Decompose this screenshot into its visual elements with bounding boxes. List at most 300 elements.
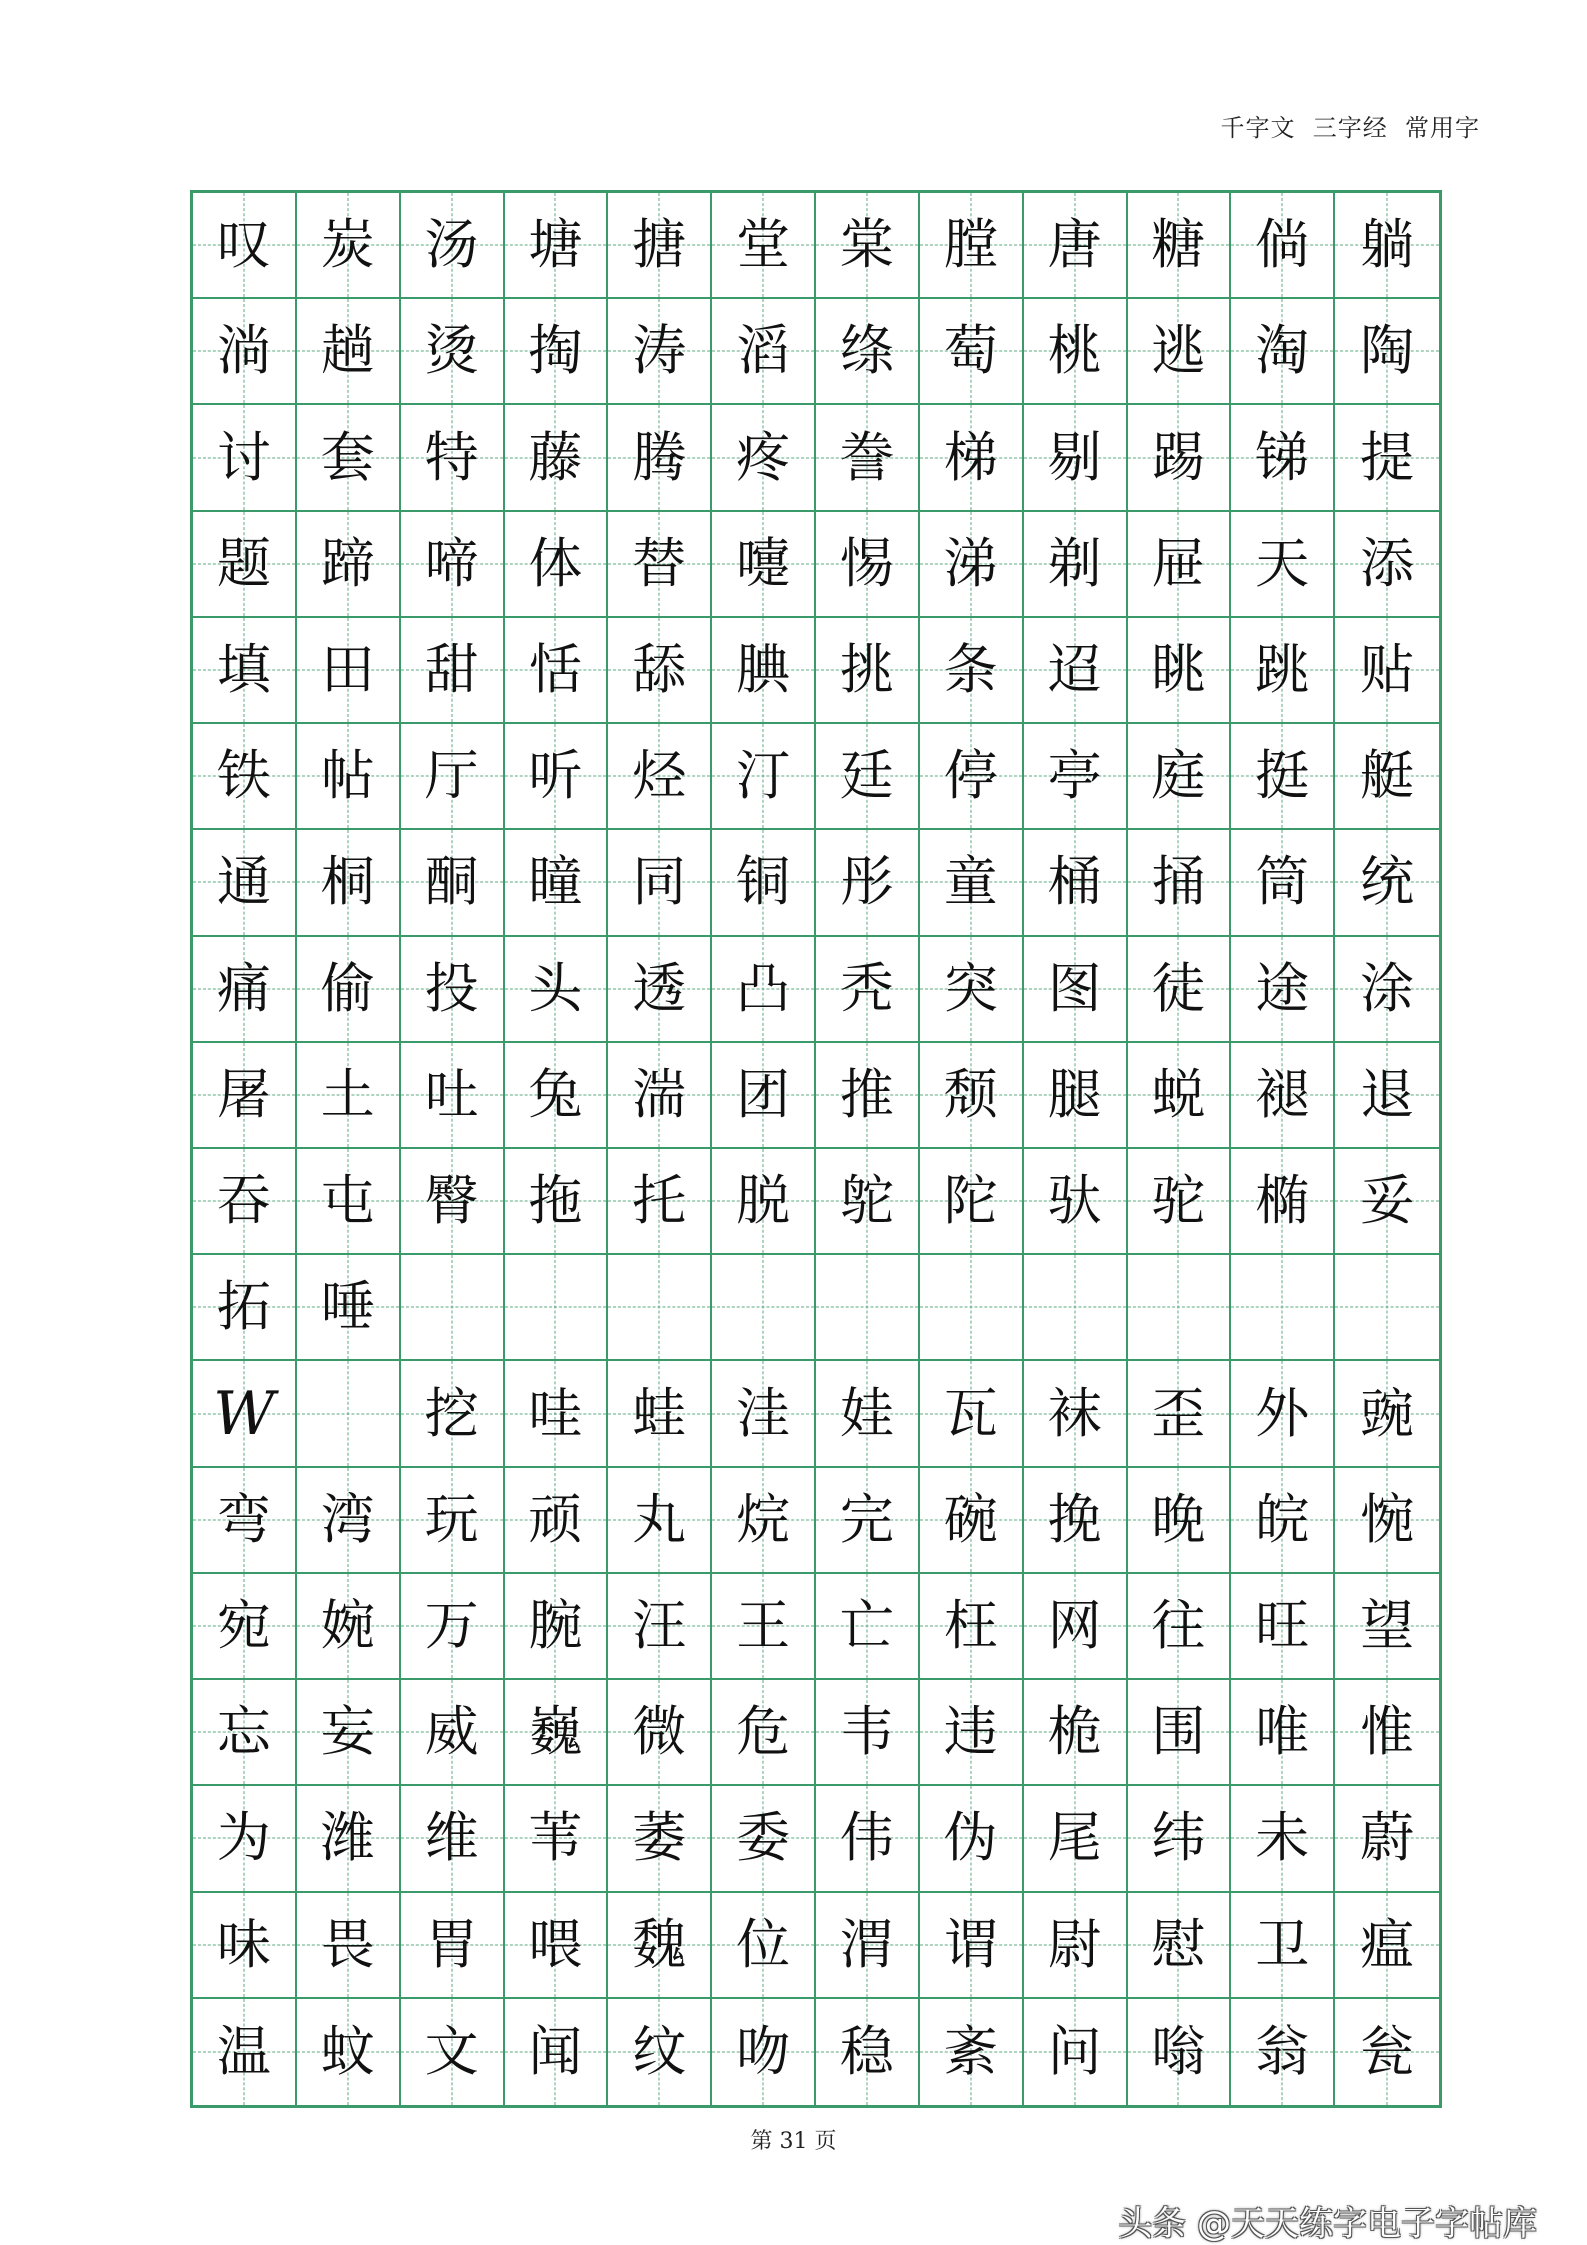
character: 恬	[528, 637, 583, 701]
character: 外	[1255, 1381, 1310, 1445]
character: 萄	[943, 319, 998, 383]
character: 为	[216, 1806, 271, 1870]
grid-cell	[1231, 1680, 1335, 1786]
grid-cell	[608, 299, 712, 405]
character: 桐	[320, 850, 375, 914]
character: 头	[528, 956, 583, 1020]
character: 腕	[528, 1593, 583, 1657]
grid-cell	[193, 937, 297, 1043]
grid-cell	[193, 1786, 297, 1892]
character: 微	[632, 1700, 687, 1764]
character: 椭	[1255, 1169, 1310, 1233]
grid-cell	[1024, 1149, 1128, 1255]
grid-cell	[1128, 1255, 1232, 1361]
grid-cell	[1231, 1149, 1335, 1255]
character: 题	[216, 531, 271, 595]
grid-cell	[1128, 1893, 1232, 1999]
grid-cell	[1335, 1468, 1439, 1574]
character: 烫	[424, 319, 479, 383]
character: 哇	[528, 1381, 583, 1445]
character: 亡	[839, 1593, 894, 1657]
grid-cell	[920, 1999, 1024, 2105]
grid-cell	[1335, 299, 1439, 405]
grid-cell	[297, 193, 401, 299]
character: 凸	[736, 956, 791, 1020]
grid-cell	[816, 1893, 920, 1999]
character: 剃	[1047, 531, 1102, 595]
grid-cell	[1128, 1786, 1232, 1892]
character: 涕	[943, 531, 998, 595]
grid-cell	[1335, 405, 1439, 511]
character: 陶	[1360, 319, 1415, 383]
character: 特	[424, 425, 479, 489]
character: 温	[216, 2019, 271, 2083]
grid-cell	[193, 1893, 297, 1999]
character: 晚	[1151, 1487, 1206, 1551]
character: 魏	[632, 1912, 687, 1976]
grid-cell	[1335, 1361, 1439, 1467]
grid-cell	[193, 193, 297, 299]
grid-cell	[608, 1043, 712, 1149]
grid-cell	[401, 512, 505, 618]
grid-cell	[608, 1680, 712, 1786]
grid-cell	[1024, 618, 1128, 724]
character: 拓	[216, 1275, 271, 1339]
grid-cell	[816, 512, 920, 618]
grid-cell	[505, 618, 609, 724]
grid-cell	[401, 1043, 505, 1149]
header-title: 千字文 三字经 常用字	[1220, 114, 1480, 142]
character: 吞	[216, 1169, 271, 1233]
grid-cell	[297, 1574, 401, 1680]
character: 彤	[839, 850, 894, 914]
character: 惋	[1360, 1487, 1415, 1551]
character: 土	[320, 1062, 375, 1126]
grid-cell	[401, 1680, 505, 1786]
grid-cell	[920, 299, 1024, 405]
character: 驼	[1151, 1169, 1206, 1233]
character: 臀	[424, 1169, 479, 1233]
grid-cell	[297, 1680, 401, 1786]
character: 替	[632, 531, 687, 595]
character: 趟	[320, 319, 375, 383]
grid-cell	[920, 937, 1024, 1043]
character: 蹄	[320, 531, 375, 595]
grid-cell	[505, 1999, 609, 2105]
grid-cell	[193, 1680, 297, 1786]
grid-cell	[816, 1043, 920, 1149]
character: 腾	[632, 425, 687, 489]
character: 嚏	[736, 531, 791, 595]
character: 酮	[424, 850, 479, 914]
grid-cell	[297, 1043, 401, 1149]
grid-cell	[193, 830, 297, 936]
grid-cell	[1335, 1680, 1439, 1786]
character: 稳	[839, 2019, 894, 2083]
character: 统	[1360, 850, 1415, 914]
character: 歪	[1151, 1381, 1206, 1445]
character: 渭	[839, 1912, 894, 1976]
character: 帖	[320, 744, 375, 808]
character: 掏	[528, 319, 583, 383]
character: 偷	[320, 956, 375, 1020]
grid-cell	[608, 512, 712, 618]
grid-cell	[608, 1999, 712, 2105]
character: 汀	[736, 744, 791, 808]
character: 填	[216, 637, 271, 701]
grid-cell	[816, 405, 920, 511]
grid-cell	[1128, 1043, 1232, 1149]
grid-cell	[712, 1786, 816, 1892]
character: 问	[1047, 2019, 1102, 2083]
grid-cell	[920, 1149, 1024, 1255]
character: 闻	[528, 2019, 583, 2083]
character: 踢	[1151, 425, 1206, 489]
grid-cell	[1231, 1574, 1335, 1680]
grid-cell	[297, 1999, 401, 2105]
grid-cell	[1024, 1043, 1128, 1149]
grid-cell	[712, 1149, 816, 1255]
grid-cell	[401, 830, 505, 936]
grid-cell	[1231, 618, 1335, 724]
character: 委	[736, 1806, 791, 1870]
character: 惟	[1360, 1700, 1415, 1764]
character: 同	[632, 850, 687, 914]
grid-cell	[712, 618, 816, 724]
grid-cell	[1024, 1999, 1128, 2105]
grid-cell	[505, 1680, 609, 1786]
grid-cell	[920, 1680, 1024, 1786]
grid-cell	[816, 1786, 920, 1892]
character: 庭	[1151, 744, 1206, 808]
character: 鸵	[839, 1169, 894, 1233]
character: 瘟	[1360, 1912, 1415, 1976]
character: 瞳	[528, 850, 583, 914]
grid-cell	[712, 193, 816, 299]
grid-cell	[608, 405, 712, 511]
grid-cell	[920, 1043, 1024, 1149]
character: 挖	[424, 1381, 479, 1445]
grid-cell	[920, 830, 1024, 936]
character: 天	[1255, 531, 1310, 595]
character: 屉	[1151, 531, 1206, 595]
character: 添	[1360, 531, 1415, 595]
grid-cell	[1024, 1361, 1128, 1467]
character: 婉	[320, 1593, 375, 1657]
grid-cell	[505, 1361, 609, 1467]
character: 汪	[632, 1593, 687, 1657]
grid-cell	[1335, 1999, 1439, 2105]
grid-cell	[193, 1255, 297, 1361]
grid-cell	[1231, 1999, 1335, 2105]
grid-cell	[816, 1149, 920, 1255]
character: 吐	[424, 1062, 479, 1126]
grid-cell	[297, 512, 401, 618]
grid-cell	[401, 1893, 505, 1999]
character: 厅	[424, 744, 479, 808]
character: 顽	[528, 1487, 583, 1551]
grid-cell	[1231, 1468, 1335, 1574]
character: 淘	[1255, 319, 1310, 383]
character: 搪	[632, 213, 687, 277]
grid-cell	[1231, 405, 1335, 511]
grid-cell	[816, 937, 920, 1043]
character: 涂	[1360, 956, 1415, 1020]
grid-cell	[401, 1149, 505, 1255]
character: 拖	[528, 1169, 583, 1233]
character: 威	[424, 1700, 479, 1764]
grid-cell	[712, 1893, 816, 1999]
character: 筒	[1255, 850, 1310, 914]
grid-cell	[297, 405, 401, 511]
grid-cell	[1128, 1468, 1232, 1574]
character: 廷	[839, 744, 894, 808]
character: 倘	[1255, 213, 1310, 277]
grid-cell	[1335, 1255, 1439, 1361]
character: 啼	[424, 531, 479, 595]
character: 萎	[632, 1806, 687, 1870]
grid-cell	[712, 299, 816, 405]
character: 尾	[1047, 1806, 1102, 1870]
grid-cell	[1024, 1893, 1128, 1999]
grid-cell	[608, 193, 712, 299]
grid-cell	[505, 830, 609, 936]
grid-cell	[1335, 1893, 1439, 1999]
grid-cell	[712, 937, 816, 1043]
grid-cell	[1024, 512, 1128, 618]
watermark: 头条 @天天练字电子字帖库	[1118, 2204, 1537, 2244]
grid-cell	[505, 1893, 609, 1999]
grid-cell	[1335, 1574, 1439, 1680]
grid-cell	[505, 1786, 609, 1892]
grid-cell	[1231, 193, 1335, 299]
grid-cell	[297, 1786, 401, 1892]
character: 舔	[632, 637, 687, 701]
character: 棠	[839, 213, 894, 277]
grid-cell	[193, 1361, 297, 1467]
grid-cell	[920, 1255, 1024, 1361]
grid-cell	[816, 724, 920, 830]
grid-cell	[297, 1468, 401, 1574]
grid-cell	[193, 1043, 297, 1149]
grid-cell	[1335, 618, 1439, 724]
character: 叹	[216, 213, 271, 277]
character: 绦	[839, 319, 894, 383]
character: 炭	[320, 213, 375, 277]
character: 伪	[943, 1806, 998, 1870]
grid-cell	[1335, 724, 1439, 830]
grid-cell	[1128, 618, 1232, 724]
character: 亭	[1047, 744, 1102, 808]
grid-cell	[1128, 512, 1232, 618]
grid-cell	[920, 1574, 1024, 1680]
grid-cell	[712, 405, 816, 511]
grid-cell	[297, 618, 401, 724]
grid-cell	[1024, 1574, 1128, 1680]
grid-cell	[608, 1361, 712, 1467]
character: 铜	[736, 850, 791, 914]
grid-cell	[1128, 299, 1232, 405]
character: 蚊	[320, 2019, 375, 2083]
grid-cell	[193, 1999, 297, 2105]
character: 推	[839, 1062, 894, 1126]
character: 艇	[1360, 744, 1415, 808]
grid-cell	[1231, 830, 1335, 936]
character: 玩	[424, 1487, 479, 1551]
grid-cell	[920, 405, 1024, 511]
character: 喂	[528, 1912, 583, 1976]
character: 巍	[528, 1700, 583, 1764]
grid-cell	[920, 618, 1024, 724]
grid-cell	[816, 1999, 920, 2105]
grid-cell	[1231, 512, 1335, 618]
grid-cell	[401, 937, 505, 1043]
grid-cell	[816, 1255, 920, 1361]
grid-cell	[193, 1468, 297, 1574]
grid-cell	[816, 830, 920, 936]
grid-cell	[401, 1574, 505, 1680]
grid-cell	[1128, 1149, 1232, 1255]
character: 躺	[1360, 213, 1415, 277]
grid-cell	[608, 937, 712, 1043]
character: 兔	[528, 1062, 583, 1126]
character: 唯	[1255, 1700, 1310, 1764]
grid-cell	[1335, 193, 1439, 299]
character: 妄	[320, 1700, 375, 1764]
character: 弯	[216, 1487, 271, 1551]
character: 桅	[1047, 1700, 1102, 1764]
grid-cell	[1231, 724, 1335, 830]
character: 潍	[320, 1806, 375, 1870]
character: 挑	[839, 637, 894, 701]
character: 滔	[736, 319, 791, 383]
grid-cell	[608, 1893, 712, 1999]
character: 徒	[1151, 956, 1206, 1020]
grid-cell	[920, 724, 1024, 830]
grid-cell	[193, 299, 297, 405]
grid-cell	[1024, 299, 1128, 405]
grid-cell	[297, 1255, 401, 1361]
grid-cell	[816, 1680, 920, 1786]
grid-cell	[816, 1361, 920, 1467]
grid-cell	[920, 512, 1024, 618]
grid-cell	[712, 1468, 816, 1574]
character: 讨	[216, 425, 271, 489]
grid-cell	[1128, 1361, 1232, 1467]
character: 枉	[943, 1593, 998, 1657]
character: 童	[943, 850, 998, 914]
character: 卫	[1255, 1912, 1310, 1976]
grid-cell	[401, 1255, 505, 1361]
character: 投	[424, 956, 479, 1020]
grid-cell	[1128, 724, 1232, 830]
character: 豌	[1360, 1381, 1415, 1445]
character: 位	[736, 1912, 791, 1976]
character: 烃	[632, 744, 687, 808]
character: 瓦	[943, 1381, 998, 1445]
grid-cell	[297, 1893, 401, 1999]
grid-cell	[1231, 937, 1335, 1043]
grid-cell	[1128, 193, 1232, 299]
grid-cell	[1335, 512, 1439, 618]
grid-cell	[816, 618, 920, 724]
character: 疼	[736, 425, 791, 489]
character: 纹	[632, 2019, 687, 2083]
grid-cell	[608, 830, 712, 936]
character: 蜕	[1151, 1062, 1206, 1126]
grid-cell	[1024, 1680, 1128, 1786]
grid-cell	[401, 1999, 505, 2105]
character: 梯	[943, 425, 998, 489]
grid-cell	[401, 299, 505, 405]
character: 嗡	[1151, 2019, 1206, 2083]
character: 纬	[1151, 1806, 1206, 1870]
grid-cell	[401, 405, 505, 511]
grid-cell	[1335, 1786, 1439, 1892]
character: 胃	[424, 1912, 479, 1976]
character: 违	[943, 1700, 998, 1764]
grid-cell	[401, 724, 505, 830]
character: 屠	[216, 1062, 271, 1126]
character: 突	[943, 956, 998, 1020]
grid-cell	[297, 830, 401, 936]
grid-cell	[1024, 1786, 1128, 1892]
character: 眺	[1151, 637, 1206, 701]
character: 秃	[839, 956, 894, 1020]
character: 腿	[1047, 1062, 1102, 1126]
grid-cell	[505, 193, 609, 299]
character: 提	[1360, 425, 1415, 489]
grid-cell	[608, 1149, 712, 1255]
grid-cell	[1024, 1255, 1128, 1361]
character: 惕	[839, 531, 894, 595]
grid-cell	[816, 299, 920, 405]
grid-cell	[608, 618, 712, 724]
character: 蛙	[632, 1381, 687, 1445]
grid-cell	[1231, 1893, 1335, 1999]
character: 铁	[216, 744, 271, 808]
grid-cell	[505, 405, 609, 511]
character: 通	[216, 850, 271, 914]
character: 忘	[216, 1700, 271, 1764]
character: 桶	[1047, 850, 1102, 914]
character: 驮	[1047, 1169, 1102, 1233]
character: 湾	[320, 1487, 375, 1551]
grid-cell	[401, 193, 505, 299]
character: 汤	[424, 213, 479, 277]
character-grid	[190, 190, 1442, 2108]
character: 尉	[1047, 1912, 1102, 1976]
grid-cell	[920, 193, 1024, 299]
grid-cell	[1024, 937, 1128, 1043]
grid-cell	[1128, 937, 1232, 1043]
grid-cell	[505, 1149, 609, 1255]
grid-cell	[816, 1574, 920, 1680]
character: 迢	[1047, 637, 1102, 701]
character: 痛	[216, 956, 271, 1020]
grid-cell	[297, 1361, 401, 1467]
character: 文	[424, 2019, 479, 2083]
grid-cell	[608, 1786, 712, 1892]
character: 田	[320, 637, 375, 701]
character: 味	[216, 1912, 271, 1976]
character: 跳	[1255, 637, 1310, 701]
character: 锑	[1255, 425, 1310, 489]
grid-cell	[1231, 299, 1335, 405]
grid-cell	[920, 1893, 1024, 1999]
grid-cell	[1128, 1999, 1232, 2105]
grid-cell	[505, 1574, 609, 1680]
